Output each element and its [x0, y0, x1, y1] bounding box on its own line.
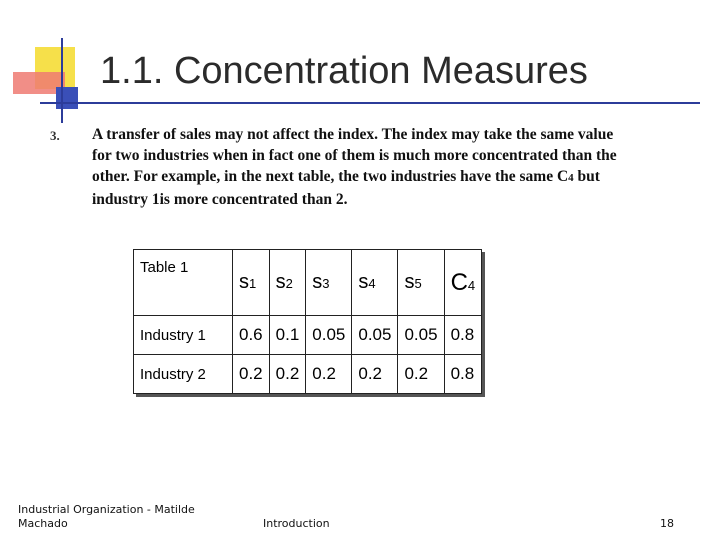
paragraph-subscript: 4: [568, 172, 574, 184]
row-label: Industry 1: [134, 316, 233, 355]
table-corner-label: Table 1: [134, 250, 233, 316]
paragraph-text-part2: but industry 1is more concentrated than 2.: [92, 168, 600, 208]
paragraph-text-part1: A transfer of sales may not affect the index. The index may take the same value for two industries when in fact one of them is much more concentrated than the other. For example, in the next table, the two industries have the same C: [92, 126, 617, 185]
list-item-number: 3.: [50, 128, 60, 143]
table-cell: 0.2: [233, 355, 270, 394]
table-cell: 0.2: [398, 355, 444, 394]
table-header-row: [134, 250, 482, 316]
page-number: 18: [660, 517, 674, 530]
table-cell: 0.6: [233, 316, 270, 355]
column-header: s5: [398, 250, 444, 316]
concentration-table: [133, 249, 482, 394]
row-label: Industry 2: [134, 355, 233, 394]
table-cell: 0.05: [398, 316, 444, 355]
logo-blue-block: [56, 87, 78, 109]
title-underline: [40, 102, 700, 104]
table-cell: 0.05: [306, 316, 352, 355]
column-header: s1: [233, 250, 270, 316]
column-header: s4: [352, 250, 398, 316]
table-row: [134, 355, 482, 394]
table-cell: 0.2: [269, 355, 306, 394]
column-header: s3: [306, 250, 352, 316]
table-cell: 0.2: [352, 355, 398, 394]
table-cell: 0.8: [444, 316, 482, 355]
logo-vertical-line: [61, 38, 63, 123]
table-row: [134, 316, 482, 355]
table-cell: 0.8: [444, 355, 482, 394]
footer-author: Industrial Organization - Matilde Machado: [18, 503, 195, 530]
column-header: C4: [444, 250, 482, 316]
footer-section: Introduction: [263, 517, 330, 530]
table-cell: 0.1: [269, 316, 306, 355]
slide-title: 1.1. Concentration Measures: [100, 50, 588, 92]
table-cell: 0.2: [306, 355, 352, 394]
body-paragraph: [92, 124, 627, 210]
table-cell: 0.05: [352, 316, 398, 355]
column-header: s2: [269, 250, 306, 316]
